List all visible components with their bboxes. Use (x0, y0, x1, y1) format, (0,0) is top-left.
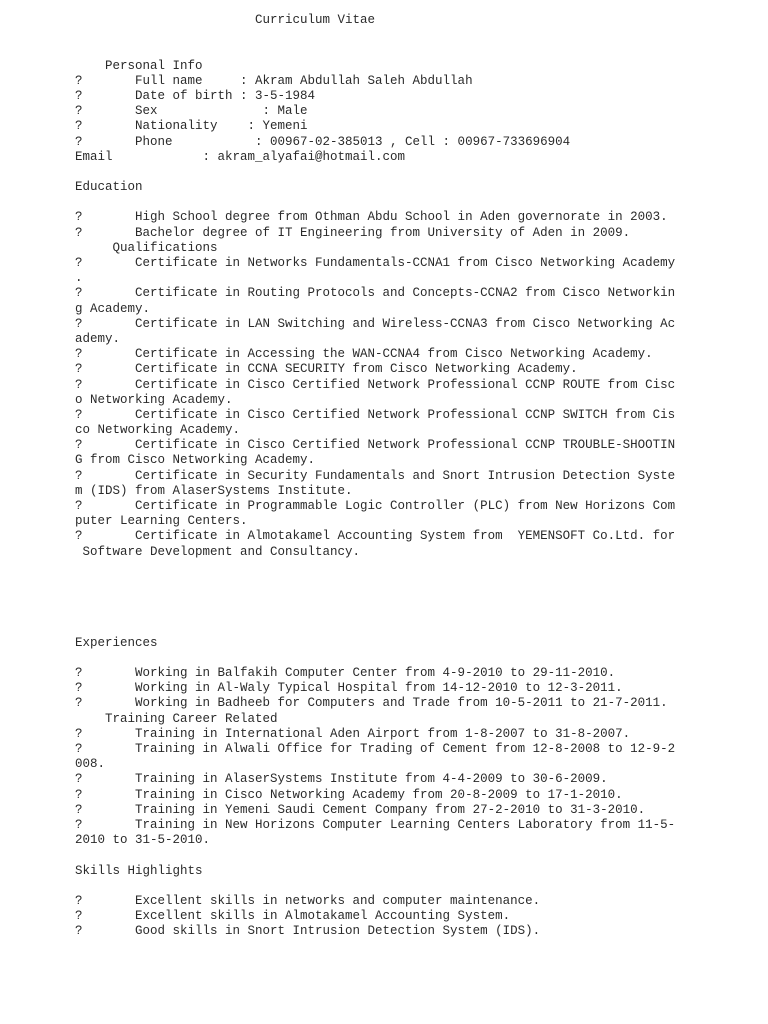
qualification-item-continuation: o Networking Academy. (75, 392, 233, 407)
experience-item: ? Working in Badheeb for Computers and Trade from 10-5-2011 to 21-7-2011. (75, 696, 668, 711)
training-item: ? Training in New Horizons Computer Learning Centers Laboratory from 11-5- (75, 817, 676, 832)
blank-line (75, 621, 755, 636)
personal-info-full-name: ? Full name : Akram Abdullah Saleh Abdullah (75, 73, 473, 88)
qualification-item-continuation: g Academy. (75, 301, 151, 316)
training-item-continuation: 008. (75, 757, 106, 772)
section-heading-training-career-related: Training Career Related (75, 711, 278, 726)
section-heading-skills-highlights: Skills Highlights (75, 863, 203, 878)
section-heading-education: Education (75, 180, 143, 195)
personal-info-phone: ? Phone : 00967-02-385013 , Cell : 00967-733696904 (75, 134, 571, 149)
blank-line (75, 590, 755, 605)
blank-line (75, 165, 755, 180)
training-item-continuation: 2010 to 31-5-2010. (75, 833, 211, 848)
qualification-item-continuation: m (IDS) from AlaserSystems Institute. (75, 483, 353, 498)
training-item: ? Training in Cisco Networking Academy from 20-8-2009 to 17-1-2010. (75, 787, 623, 802)
qualification-item-continuation: co Networking Academy. (75, 423, 241, 438)
skill-item: ? Excellent skills in networks and computer maintenance. (75, 893, 541, 908)
personal-info-nationality: ? Nationality : Yemeni (75, 119, 308, 134)
qualification-item: ? Certificate in Routing Protocols and Concepts-CCNA2 from Cisco Networkin (75, 286, 676, 301)
blank-line (75, 28, 755, 43)
blank-line (75, 43, 755, 58)
training-item: ? Training in Yemeni Saudi Cement Company from 27-2-2010 to 31-3-2010. (75, 802, 646, 817)
blank-line (75, 195, 755, 210)
training-item: ? Training in Alwali Office for Trading of Cement from 12-8-2008 to 12-9-2 (75, 742, 676, 756)
training-item: ? Training in International Aden Airport from 1-8-2007 to 31-8-2007. (75, 726, 631, 741)
personal-info-sex: ? Sex : Male (75, 104, 308, 119)
section-heading-experiences: Experiences (75, 635, 158, 650)
qualification-item: ? Certificate in Accessing the WAN-CCNA4 from Cisco Networking Academy. (75, 347, 653, 362)
document-title: Curriculum Vitae (75, 13, 376, 27)
cv-document (75, 13, 755, 939)
personal-info-email: Email : akram_alyafai@hotmail.com (75, 149, 406, 164)
blank-line (75, 848, 755, 863)
blank-line (75, 560, 755, 575)
qualification-item: ? Certificate in Security Fundamentals and Snort Intrusion Detection Syste (75, 468, 676, 483)
personal-info-date-of-birth: ? Date of birth : 3-5-1984 (75, 88, 316, 103)
education-item: ? High School degree from Othman Abdu School in Aden governorate in 2003. (75, 210, 668, 225)
qualification-item-continuation: Software Development and Consultancy. (75, 544, 361, 559)
section-heading-qualifications: Qualifications (75, 240, 218, 255)
qualification-item-continuation: G from Cisco Networking Academy. (75, 453, 316, 468)
qualification-item: ? Certificate in Cisco Certified Network Professional CCNP SWITCH from Cis (75, 407, 676, 422)
qualification-item: ? Certificate in Cisco Certified Network Professional CCNP ROUTE from Cisc (75, 377, 676, 392)
blank-line (75, 605, 755, 620)
blank-line (75, 879, 755, 894)
qualification-item: ? Certificate in CCNA SECURITY from Cisco Networking Academy. (75, 362, 578, 377)
education-item: ? Bachelor degree of IT Engineering from University of Aden in 2009. (75, 225, 631, 240)
section-heading-personal-info: Personal Info (75, 58, 203, 73)
qualification-item: ? Certificate in LAN Switching and Wireless-CCNA3 from Cisco Networking Ac (75, 316, 676, 331)
blank-line (75, 575, 755, 590)
qualification-item: ? Certificate in Almotakamel Accounting System from YEMENSOFT Co.Ltd. for (75, 529, 676, 544)
blank-line (75, 651, 755, 666)
qualification-item-continuation: puter Learning Centers. (75, 514, 248, 529)
experience-item: ? Working in Al-Waly Typical Hospital from 14-12-2010 to 12-3-2011. (75, 681, 623, 696)
qualification-item: ? Certificate in Cisco Certified Network Professional CCNP TROUBLE-SHOOTIN (75, 438, 676, 453)
experience-item: ? Working in Balfakih Computer Center from 4-9-2010 to 29-11-2010. (75, 666, 616, 681)
training-item: ? Training in AlaserSystems Institute from 4-4-2009 to 30-6-2009. (75, 772, 608, 787)
qualification-item-continuation: . (75, 271, 83, 286)
skill-item: ? Good skills in Snort Intrusion Detection System (IDS). (75, 924, 541, 939)
qualification-item-continuation: ademy. (75, 331, 121, 346)
qualification-item: ? Certificate in Networks Fundamentals-CCNA1 from Cisco Networking Academy (75, 256, 676, 270)
qualification-item: ? Certificate in Programmable Logic Controller (PLC) from New Horizons Com (75, 499, 676, 513)
skill-item: ? Excellent skills in Almotakamel Accounting System. (75, 909, 511, 924)
